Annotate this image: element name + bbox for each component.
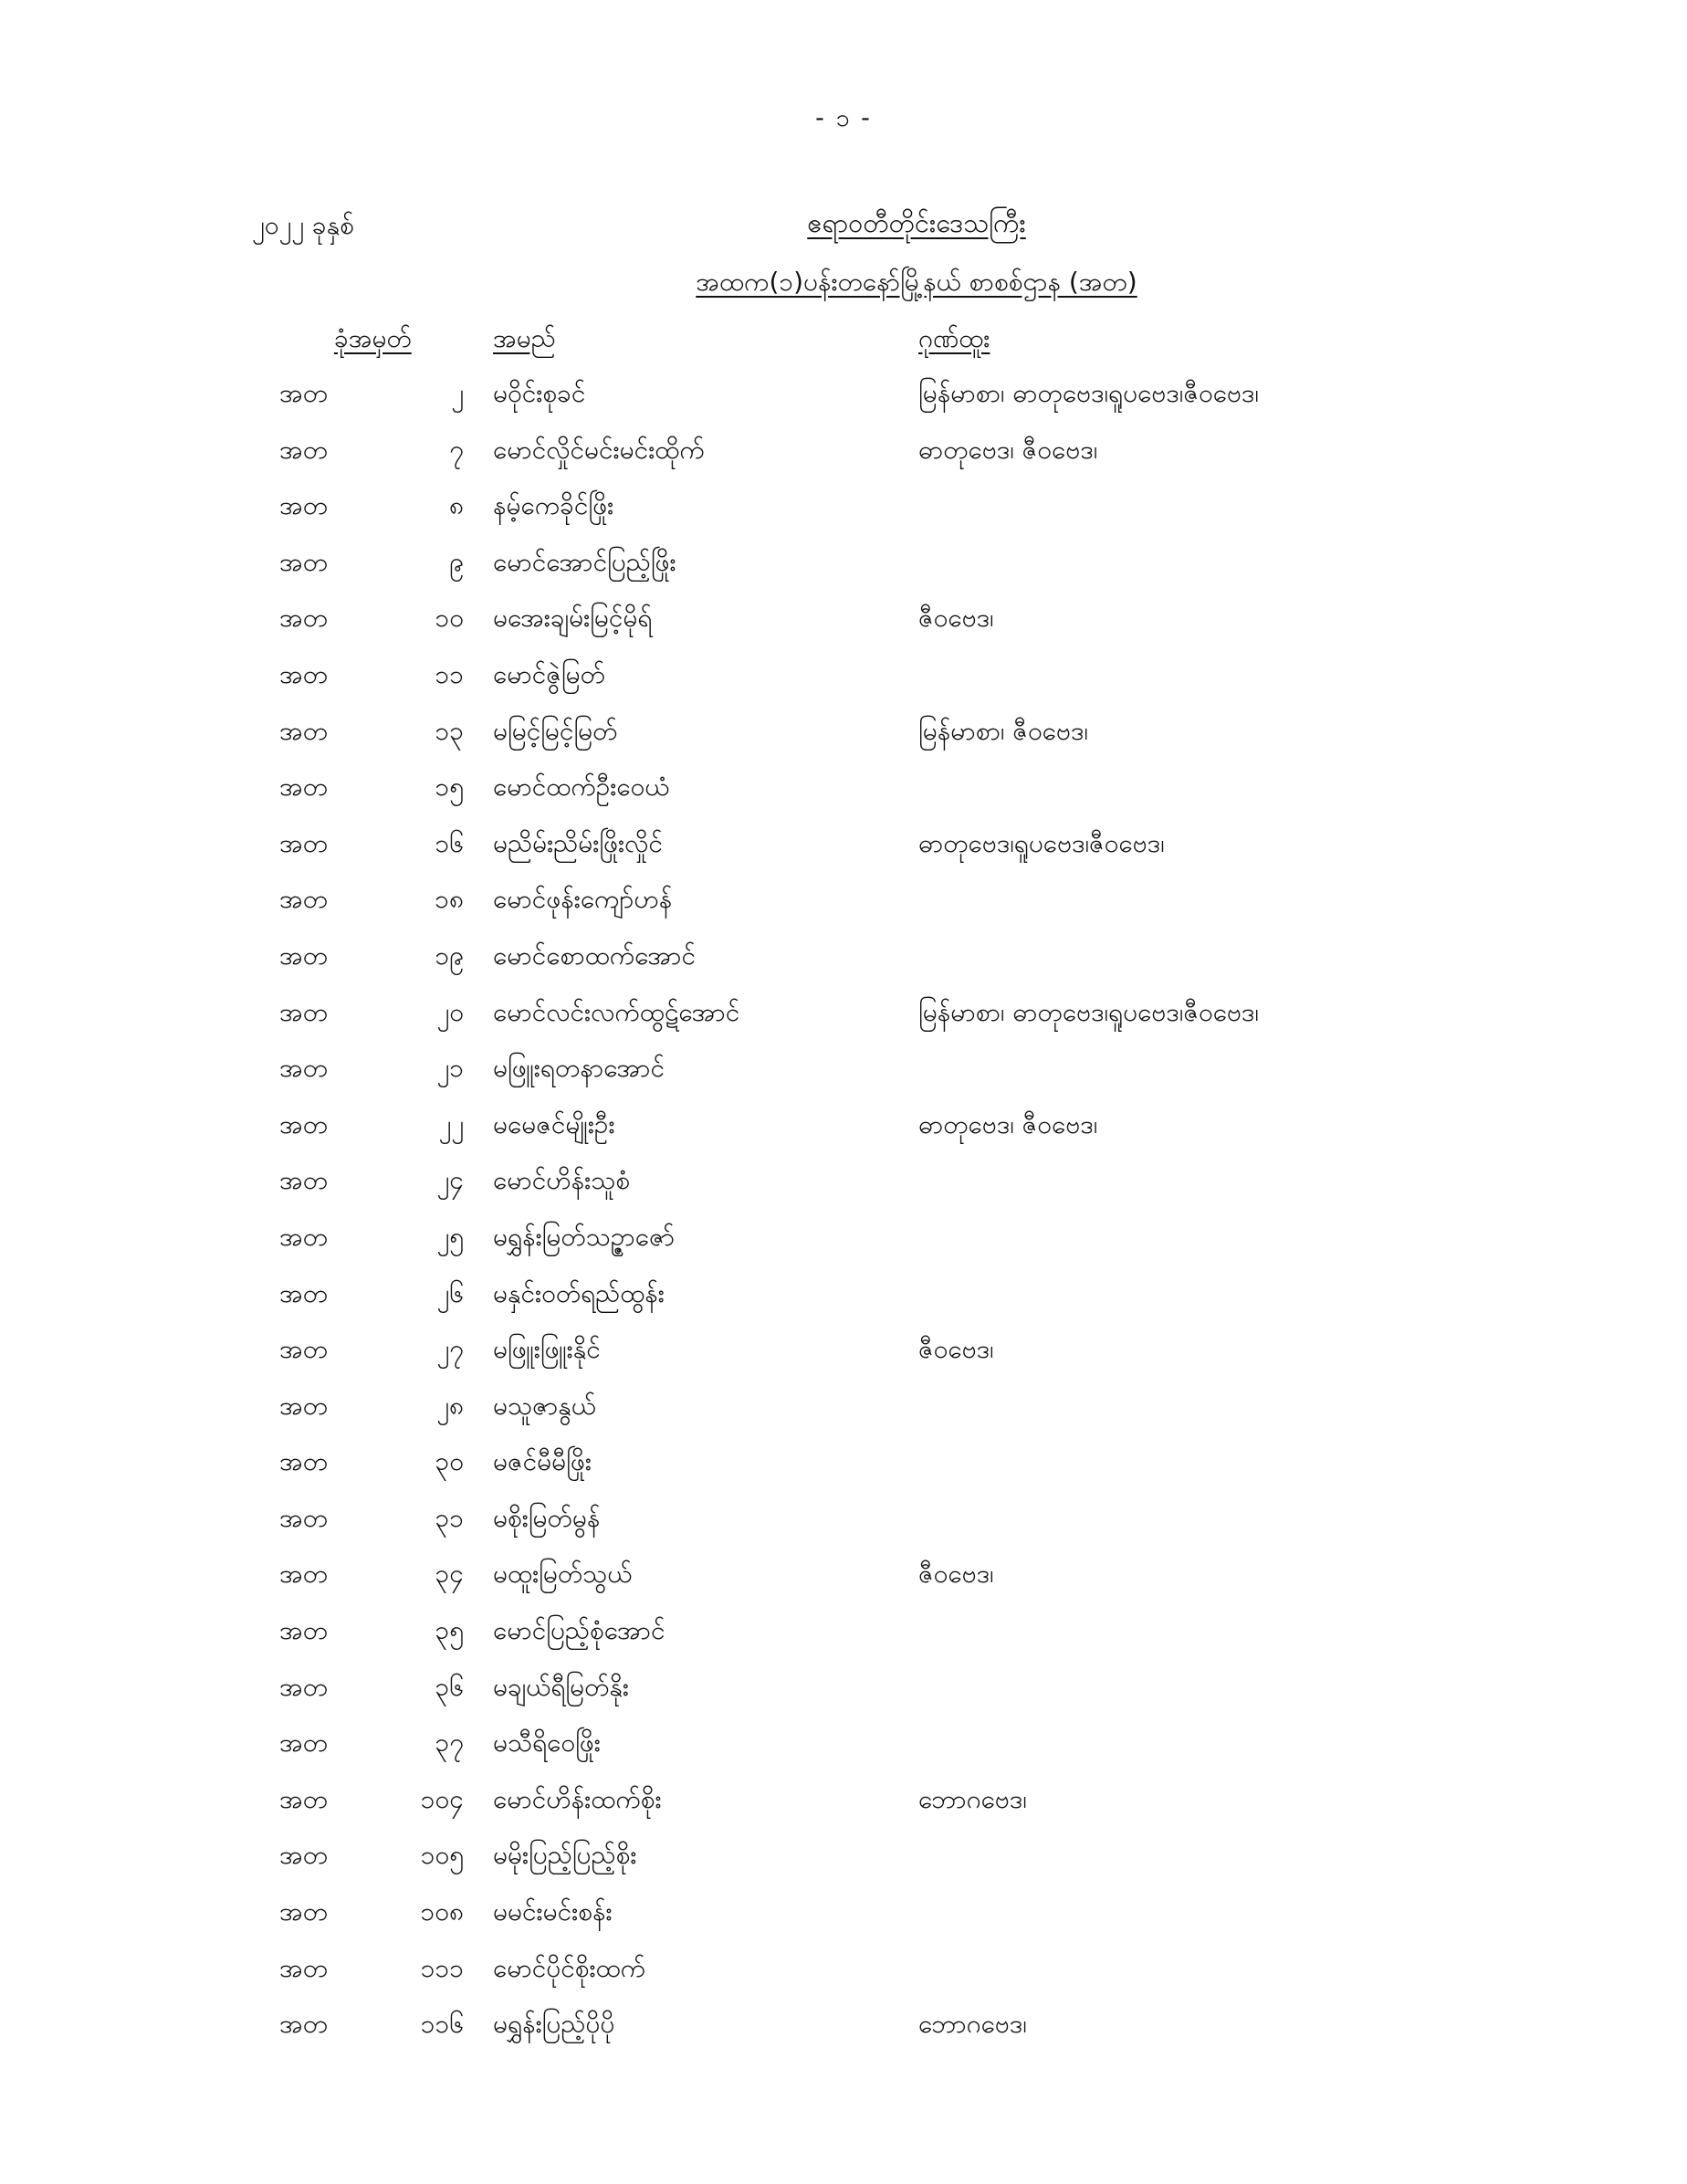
list-item (0, 657, 1687, 714)
student-name: မရွှန်းမြတ်သဉ္ဇာဇော် (493, 1221, 676, 1252)
student-name: မသူဇာနွယ် (493, 1390, 596, 1421)
student-name: မောင်လှိုင်မင်းမင်းထိုက် (493, 434, 705, 465)
list-item (0, 1389, 1687, 1445)
roll-prefix: အတ (279, 1334, 328, 1365)
region-title: ဧရာဝတီတိုင်းဒေသကြီး (807, 207, 1026, 238)
student-name: မထူးမြတ်သွယ် (493, 1559, 633, 1590)
student-name: မရွှန်းပြည့်ပိုပို (493, 2009, 615, 2040)
student-name: မောင်ဟိန်းထက်စိုး (493, 1783, 662, 1814)
list-item (0, 1613, 1687, 1670)
distinction-subjects: ဓာတုဗေဒ၊ ဇီဝဗေဒ၊ (918, 434, 1098, 465)
student-name: မသီရိဝေဖြိုး (493, 1727, 601, 1759)
list-item (0, 1951, 1687, 2008)
list-item (0, 1332, 1687, 1389)
list-item (0, 1051, 1687, 1108)
distinction-subjects: မြန်မာစာ၊ ဓာတုဗေဒ၊ရူပဗေဒ၊ဇီဝဗေဒ၊ (918, 996, 1259, 1027)
student-name: မညိမ်းညိမ်းဖြိုးလှိုင် (493, 827, 663, 858)
roll-prefix: အတ (279, 1446, 328, 1477)
roll-number: ၂၇ (436, 1334, 464, 1365)
roll-number: ၂၆ (436, 1277, 464, 1308)
roll-prefix: အတ (279, 658, 328, 689)
distinction-subjects: ဘောဂဗေဒ၊ (918, 1783, 1027, 1814)
roll-prefix: အတ (279, 1671, 328, 1702)
student-name: မဇင်မီမီဖြိုး (493, 1446, 592, 1477)
column-header-roll-number: ခုံအမှတ် (334, 323, 412, 353)
distinction-subjects: ဘောဂဗေဒ၊ (918, 2009, 1027, 2040)
roll-prefix: အတ (279, 1277, 328, 1308)
roll-number: ၁၁၆ (420, 2009, 464, 2040)
roll-prefix: အတ (279, 490, 328, 521)
list-item (0, 1501, 1687, 1558)
distinction-subjects: ဇီဝဗေဒ၊ (918, 1334, 994, 1365)
student-name: မောင်လင်းလက်ထွဋ်အောင် (493, 996, 740, 1027)
results-list (0, 376, 1687, 2063)
list-item (0, 1444, 1687, 1501)
roll-prefix: အတ (279, 2009, 328, 2040)
roll-number: ၂၀ (436, 996, 464, 1027)
list-item (0, 545, 1687, 602)
roll-prefix: အတ (279, 996, 328, 1027)
student-name: မအေးချမ်းမြင့်မိုရ် (493, 603, 653, 634)
distinction-subjects: ဇီဝဗေဒ၊ (918, 603, 994, 634)
roll-number: ၂၂ (438, 1108, 464, 1139)
list-item (0, 433, 1687, 489)
list-item (0, 882, 1687, 939)
roll-prefix: အတ (279, 940, 328, 971)
list-item (0, 488, 1687, 545)
roll-number: ၃၁ (435, 1502, 464, 1533)
student-name: မစိုးမြတ်မွန် (493, 1502, 601, 1533)
roll-prefix: အတ (279, 1108, 328, 1139)
roll-number: ၁၃ (435, 715, 464, 746)
roll-number: ၉ (449, 546, 464, 577)
roll-prefix: အတ (279, 884, 328, 915)
roll-number: ၃၀ (435, 1446, 464, 1477)
student-name: မောင်အောင်ပြည့်ဖြိုး (493, 546, 676, 577)
roll-prefix: အတ (279, 1952, 328, 1983)
roll-number: ၁၀၈ (420, 1896, 464, 1927)
list-item (0, 1670, 1687, 1727)
roll-number: ၁၁၁ (420, 1952, 464, 1983)
roll-prefix: အတ (279, 1165, 328, 1196)
roll-number: ၂၁ (436, 1053, 464, 1084)
list-item (0, 2007, 1687, 2063)
list-item (0, 376, 1687, 433)
roll-number: ၃၅ (435, 1615, 464, 1646)
page-number: - ၁ - (815, 104, 872, 132)
list-item (0, 1895, 1687, 1951)
list-item (0, 826, 1687, 883)
roll-prefix: အတ (279, 1221, 328, 1252)
student-name: မောင်ဇွဲမြတ် (493, 658, 605, 689)
distinction-subjects: ဇီဝဗေဒ၊ (918, 1559, 994, 1590)
roll-number: ၂ (451, 378, 464, 408)
distinction-subjects: ဓာတုဗေဒ၊ ဇီဝဗေဒ၊ (918, 1108, 1098, 1139)
roll-prefix: အတ (279, 1390, 328, 1421)
roll-prefix: အတ (279, 1727, 328, 1759)
roll-prefix: အတ (279, 434, 328, 465)
roll-number: ၂၄ (436, 1165, 464, 1196)
student-name: မမေဇင်မျိုးဦး (493, 1108, 615, 1139)
student-name: မောင်ဟိန်းသူစံ (493, 1165, 631, 1196)
roll-prefix: အတ (279, 1053, 328, 1084)
roll-number: ၃၄ (435, 1559, 464, 1590)
roll-prefix: အတ (279, 1783, 328, 1814)
roll-prefix: အတ (279, 1502, 328, 1533)
roll-prefix: အတ (279, 1896, 328, 1927)
list-item (0, 995, 1687, 1052)
roll-number: ၁၀ (435, 603, 464, 634)
distinction-subjects: ဓာတုဗေဒ၊ရူပဗေဒ၊ဇီဝဗေဒ၊ (918, 827, 1165, 858)
roll-prefix: အတ (279, 1559, 328, 1590)
student-name: မချယ်ရီမြတ်နိုး (493, 1671, 629, 1702)
student-name: မောင်စောထက်အောင် (493, 940, 697, 971)
student-name: မဖြူးရတနာအောင် (493, 1053, 665, 1084)
student-name: မောင်ပိုင်စိုးထက် (493, 1952, 646, 1983)
list-item (0, 714, 1687, 771)
list-item (0, 1108, 1687, 1164)
column-header-name: အမည် (493, 323, 556, 353)
distinction-subjects: မြန်မာစာ၊ ဓာတုဗေဒ၊ရူပဗေဒ၊ဇီဝဗေဒ၊ (918, 378, 1259, 408)
roll-number: ၁၀၄ (420, 1783, 464, 1814)
roll-number: ၃၆ (435, 1671, 464, 1702)
list-item (0, 1557, 1687, 1613)
roll-prefix: အတ (279, 546, 328, 577)
roll-prefix: အတ (279, 827, 328, 858)
list-item (0, 1838, 1687, 1895)
column-header-distinction: ဂုဏ်ထူး (918, 323, 990, 353)
roll-number: ၁၀၅ (420, 1840, 464, 1871)
roll-prefix: အတ (279, 715, 328, 746)
list-item (0, 1782, 1687, 1839)
student-name: မောင်ပြည့်စုံအောင် (493, 1615, 665, 1646)
list-item (0, 1163, 1687, 1220)
student-name: မမင်းမင်းစန်း (493, 1896, 613, 1927)
exam-center-title: အထက(၁)ပန်းတနော်မြို့နယ် စာစစ်ဌာန (အတ) (696, 267, 1137, 297)
student-name: မောင်ဖုန်းကျော်ဟန် (493, 884, 673, 915)
exam-year: ၂၀၂၂ ခုနှစ် (252, 210, 354, 240)
list-item (0, 1726, 1687, 1782)
student-name: မနှင်းဝတ်ရည်ထွန်း (493, 1277, 665, 1308)
student-name: မမိုးပြည့်ပြည့်စိုး (493, 1840, 637, 1871)
list-item (0, 601, 1687, 657)
roll-prefix: အတ (279, 772, 328, 803)
roll-number: ၁၉ (435, 940, 464, 971)
student-name: မဖြူးဖြူးနိုင် (493, 1334, 601, 1365)
roll-number: ၈ (449, 490, 464, 521)
roll-prefix: အတ (279, 603, 328, 634)
roll-number: ၂၈ (436, 1390, 464, 1421)
roll-prefix: အတ (279, 1840, 328, 1871)
roll-prefix: အတ (279, 1615, 328, 1646)
roll-number: ၃၇ (435, 1727, 464, 1759)
roll-number: ၁၅ (435, 772, 464, 803)
student-name: မမြင့်မြင့်မြတ် (493, 715, 618, 746)
roll-prefix: အတ (279, 378, 328, 408)
list-item (0, 1220, 1687, 1276)
roll-number: ၇ (449, 434, 464, 465)
list-item (0, 770, 1687, 826)
list-item (0, 939, 1687, 995)
list-item (0, 1276, 1687, 1333)
student-name: နမ့်ကေခိုင်ဖြိုး (493, 490, 614, 521)
roll-number: ၁၈ (435, 884, 464, 915)
student-name: မဝိုင်းစုခင် (493, 378, 586, 408)
roll-number: ၁၆ (435, 827, 464, 858)
student-name: မောင်ထက်ဦးဝေယံ (493, 772, 670, 803)
distinction-subjects: မြန်မာစာ၊ ဇီဝဗေဒ၊ (918, 715, 1088, 746)
roll-number: ၁၁ (435, 658, 464, 689)
roll-number: ၂၅ (436, 1221, 464, 1252)
